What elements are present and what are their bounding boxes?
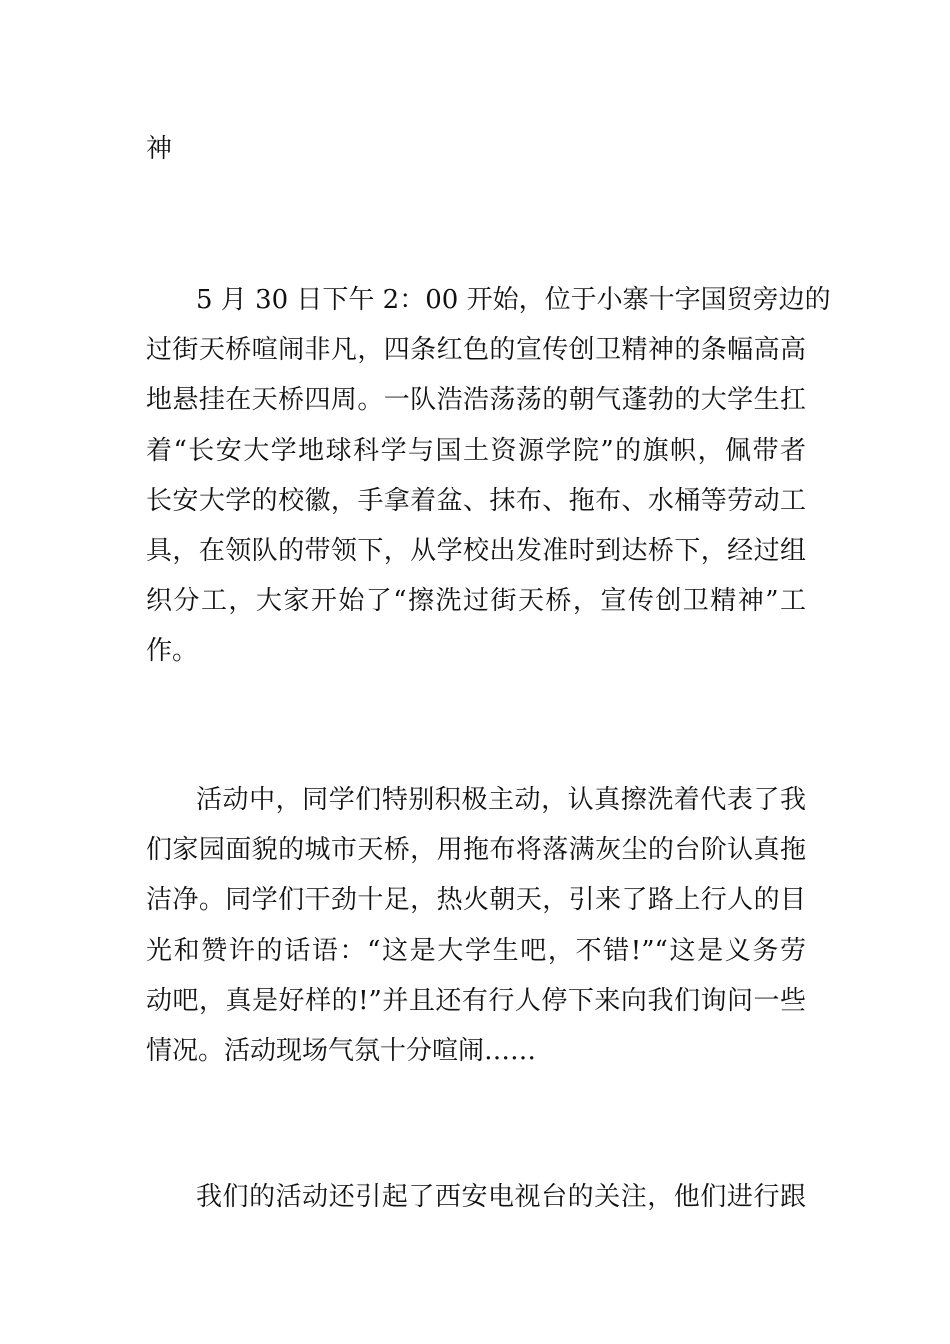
text-line: 5 月 30 日下午 2：00 开始，位于小寨十字国贸旁边的 xyxy=(196,285,831,315)
text-line: 作。 xyxy=(146,636,199,666)
text-line: 长安大学的校徽，手拿着盆、抹布、拖布、水桶等劳动工 xyxy=(146,486,806,516)
text-line: 神 xyxy=(146,134,173,164)
text-line: 光和赞许的话语：“这是大学生吧，不错!”“这是义务劳 xyxy=(146,936,806,966)
text-line: 动吧，真是好样的!”并且还有行人停下来向我们询问一些 xyxy=(146,986,806,1016)
text-line: 情况。活动现场气氛十分喧闹…… xyxy=(146,1036,537,1066)
text-line: 地悬挂在天桥四周。一队浩浩荡荡的朝气蓬勃的大学生扛 xyxy=(146,385,806,415)
text-line: 着“长安大学地球科学与国土资源学院”的旗帜，佩带者 xyxy=(146,436,806,466)
text-line: 具，在领队的带领下，从学校出发准时到达桥下，经过组 xyxy=(146,536,806,566)
text-line: 们家园面貌的城市天桥，用拖布将落满灰尘的台阶认真拖 xyxy=(146,835,806,865)
text-line: 活动中，同学们特别积极主动，认真擦洗着代表了我 xyxy=(196,785,806,815)
text-line: 洁净。同学们干劲十足，热火朝天，引来了路上行人的目 xyxy=(146,885,806,915)
text-line: 我们的活动还引起了西安电视台的关注，他们进行跟 xyxy=(196,1182,806,1212)
text-line: 过街天桥喧闹非凡，四条红色的宣传创卫精神的条幅高高 xyxy=(146,335,806,365)
text-line: 织分工，大家开始了“擦洗过街天桥，宣传创卫精神”工 xyxy=(146,586,806,616)
